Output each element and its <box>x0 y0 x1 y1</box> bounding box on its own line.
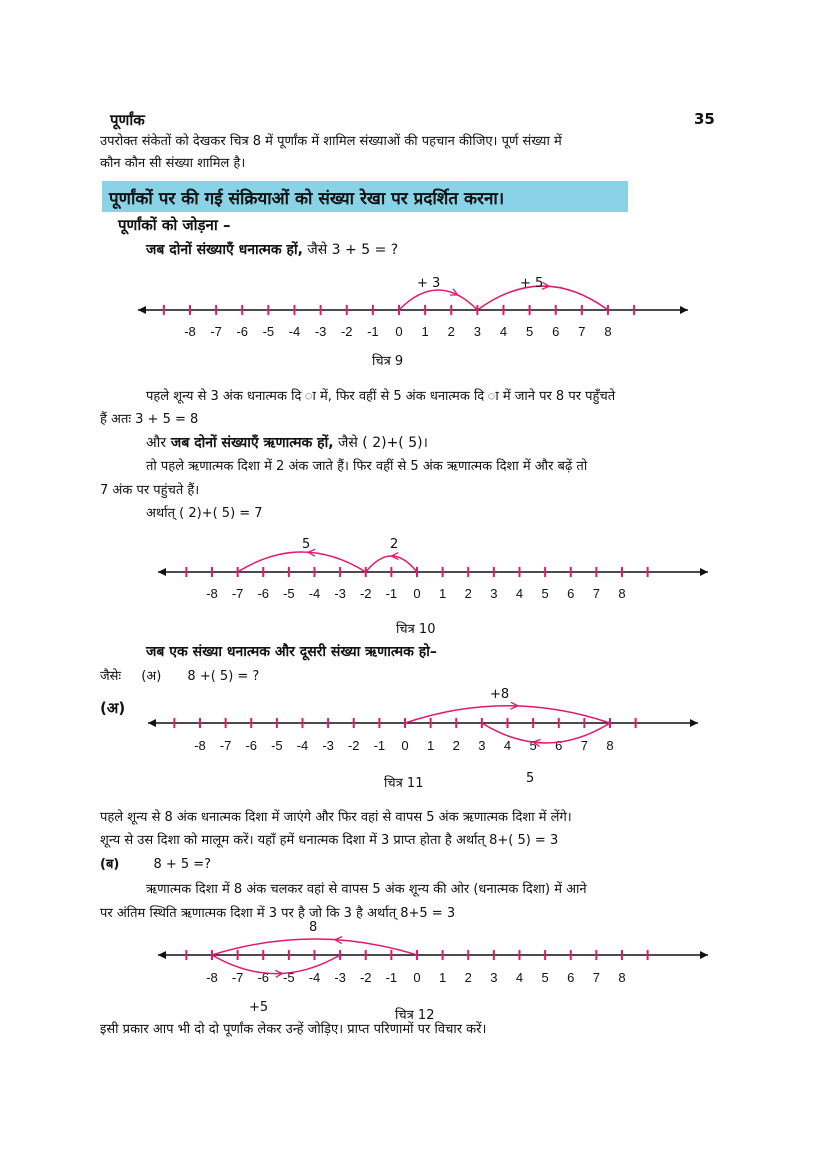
jump-arc <box>482 723 610 743</box>
fig12-jump-label-1: 8 <box>309 920 318 935</box>
tick-label: -2 <box>359 586 372 601</box>
tick-label: 8 <box>618 970 626 985</box>
tick-label: -5 <box>283 970 295 985</box>
tick-label: 1 <box>439 970 447 985</box>
tick-label: -1 <box>367 324 379 339</box>
page-number: 35 <box>694 110 715 128</box>
tick-label: 6 <box>552 324 560 339</box>
left-arrowhead <box>148 719 156 727</box>
tick-label: 2 <box>447 324 455 339</box>
right-arrowhead <box>700 568 708 576</box>
tick-label: 0 <box>413 586 421 601</box>
tick-label: -1 <box>385 970 398 985</box>
tick-label: 0 <box>395 324 403 339</box>
tick-label: -5 <box>283 586 295 601</box>
tick-label: -7 <box>231 586 244 601</box>
chapter-title: पूर्णांक <box>110 111 145 129</box>
para11-line-2: शून्य से उस दिशा को मालूम करें। यहाँ हमें धनात्मक दिशा में 3 प्राप्त होता है अर्थात् 8+( 5) = 3 <box>100 833 559 848</box>
section-heading: पूर्णांकों पर की गई संक्रियाओं को संख्या रेखा पर प्रदर्शित करना। <box>109 189 505 209</box>
tick-label: 1 <box>427 738 435 753</box>
tick-label: -3 <box>314 324 327 339</box>
tick-label: -1 <box>373 738 386 753</box>
tick-label: -7 <box>231 970 244 985</box>
fig12-caption: चित्र 12 <box>395 1008 435 1023</box>
fig9-caption: चित्र 9 <box>372 354 404 369</box>
tick-label: 6 <box>567 970 575 985</box>
para12-line-2: पर अंतिम स्थिति ऋणात्मक दिशा में 3 पर है जो कि 3 है अर्थात् 8+5 = 3 <box>100 906 456 921</box>
case2-prefix: और <box>146 435 167 451</box>
axis-fig11 <box>148 702 698 753</box>
example-b-expr: 8 + 5 =? <box>153 857 212 872</box>
case2-line <box>146 434 428 452</box>
para11-line-1: पहले शून्य से 8 अंक धनात्मक दिशा में जाएंगे और फिर वहां से वापस 5 अंक ऋणात्मक दिशा में लेंगे। <box>100 810 572 825</box>
tick-label: -3 <box>334 586 346 601</box>
para10-line-3: अर्थात् ( 2)+( 5) = 7 <box>146 506 263 521</box>
para10-line-2: 7 अंक पर पहुंचते हैं। <box>100 483 200 498</box>
tick-label: 5 <box>541 586 549 601</box>
tick-label: 1 <box>421 324 429 339</box>
tick-label: -5 <box>271 738 283 753</box>
tick-label: -8 <box>206 586 218 601</box>
tick-label: -8 <box>206 970 218 985</box>
tick-label: -6 <box>257 586 270 601</box>
example-a-prefix: जैसेः <box>100 669 122 684</box>
example-b-label: (ब) <box>100 857 120 872</box>
tick-label: 7 <box>592 970 600 985</box>
tick-label: -2 <box>347 738 360 753</box>
tick-label: 4 <box>515 586 524 601</box>
tick-label: -6 <box>236 324 249 339</box>
tick-label: 3 <box>490 970 498 985</box>
intro-line-2: कौन कौन सी संख्या शामिल है। <box>100 156 246 171</box>
tick-label: 5 <box>526 324 534 339</box>
tick-label: -8 <box>184 324 196 339</box>
tick-label: 3 <box>490 586 498 601</box>
tick-label: 0 <box>401 738 409 753</box>
tick-label: -4 <box>308 970 321 985</box>
example-a-expr: 8 +( 5) = ? <box>187 669 260 684</box>
tick-label: 6 <box>555 738 563 753</box>
tick-label: 7 <box>580 738 588 753</box>
tick-label: -1 <box>385 586 398 601</box>
tick-label: 6 <box>567 586 575 601</box>
fig10-jump-label-1: 2 <box>390 537 399 552</box>
example-a-label: (अ) <box>141 669 162 684</box>
tick-label: 1 <box>439 586 447 601</box>
axis-fig10 <box>158 549 708 601</box>
fig11-jump-label-2: 5 <box>526 771 535 786</box>
closing-line: इसी प्रकार आप भी दो दो पूर्णांक लेकर उन्हें जोड़िए। प्राप्त परिणामों पर विचार करें। <box>100 1022 487 1037</box>
tick-label: 2 <box>464 970 472 985</box>
fig11-caption: चित्र 11 <box>384 776 424 791</box>
number-line-fig11 <box>0 684 827 784</box>
right-arrowhead <box>700 951 708 959</box>
tick-label: 8 <box>618 586 626 601</box>
tick-label: -4 <box>288 324 301 339</box>
fig9-jump-label-1: + 3 <box>417 276 441 291</box>
right-arrowhead <box>680 306 688 314</box>
tick-label: 4 <box>499 324 508 339</box>
tick-label: 3 <box>478 738 486 753</box>
tick-label: -7 <box>210 324 222 339</box>
case3-title: जब एक संख्या धनात्मक और दूसरी संख्या ऋणात्मक हो– <box>146 644 437 660</box>
case1-line <box>146 241 398 259</box>
axis-fig12 <box>158 936 708 985</box>
tick-label: -2 <box>340 324 353 339</box>
para12-line-1: ऋणात्मक दिशा में 8 अंक चलकर वहां से वापस 5 अंक शून्य की ओर (धनात्मक दिशा) में आने <box>146 882 587 897</box>
tick-label: 7 <box>578 324 586 339</box>
fig9-jump-label-2: + 5 <box>520 276 544 291</box>
left-arrowhead <box>158 568 166 576</box>
left-arrowhead <box>158 951 166 959</box>
number-line-fig9 <box>0 270 827 350</box>
jump-arc <box>399 290 477 310</box>
tick-label: -8 <box>194 738 206 753</box>
tick-label: -6 <box>257 970 270 985</box>
case2-title: जब दोनों संख्याएँ ऋणात्मक हों, <box>166 435 334 451</box>
tick-label: 4 <box>515 970 524 985</box>
example-a-marker: (अ) <box>100 699 126 717</box>
tick-label: -4 <box>296 738 309 753</box>
number-line-fig10 <box>0 532 827 612</box>
tick-label: 2 <box>464 586 472 601</box>
tick-label: 2 <box>452 738 460 753</box>
intro-line-1: उपरोक्त संकेतों को देखकर चित्र 8 में पूर्णांक में शामिल संख्याओं की पहचान कीजिए। पूर्ण संख्या में <box>100 134 562 149</box>
case1-title: जब दोनों संख्याएँ धनात्मक हों, <box>146 242 303 258</box>
tick-label: -7 <box>219 738 232 753</box>
tick-label: -3 <box>334 970 346 985</box>
case1-example: जैसे 3 + 5 = ? <box>302 242 399 258</box>
tick-label: 8 <box>606 738 614 753</box>
tick-label: 4 <box>503 738 512 753</box>
subheading: पूर्णांकों को जोड़ना – <box>118 216 231 234</box>
fig10-jump-label-2: 5 <box>302 537 311 552</box>
tick-label: 7 <box>592 586 600 601</box>
number-line-fig12 <box>0 920 827 1010</box>
tick-label: 8 <box>604 324 612 339</box>
para9-line-2: हैं अतः 3 + 5 = 8 <box>100 412 199 427</box>
case2-example: जैसे ( 2)+( 5)। <box>333 435 428 451</box>
para9-line-1: पहले शून्य से 3 अंक धनात्मक दि ा में, फिर वहीं से 5 अंक धनात्मक दि ा में जाने पर 8 पर पहुँचते <box>146 389 616 404</box>
tick-label: 5 <box>541 970 549 985</box>
tick-label: 5 <box>529 738 537 753</box>
tick-label: -3 <box>322 738 334 753</box>
fig10-caption: चित्र 10 <box>396 622 436 637</box>
example-b-line <box>100 856 211 874</box>
right-arrowhead <box>690 719 698 727</box>
jump-arc <box>238 552 366 572</box>
tick-label: -2 <box>359 970 372 985</box>
tick-label: 0 <box>413 970 421 985</box>
fig12-jump-label-2: +5 <box>249 1000 269 1015</box>
tick-label: 3 <box>473 324 481 339</box>
left-arrowhead <box>138 306 146 314</box>
fig11-jump-label-1: +8 <box>490 687 510 702</box>
tick-label: -6 <box>245 738 258 753</box>
section-heading-band <box>102 181 628 212</box>
tick-label: -5 <box>262 324 275 339</box>
axis-fig9 <box>138 282 688 339</box>
para10-line-1: तो पहले ऋणात्मक दिशा में 2 अंक जाते हैं। फिर वहीं से 5 अंक ऋणात्मक दिशा में और बढ़ें तो <box>146 459 588 474</box>
tick-label: -4 <box>308 586 321 601</box>
